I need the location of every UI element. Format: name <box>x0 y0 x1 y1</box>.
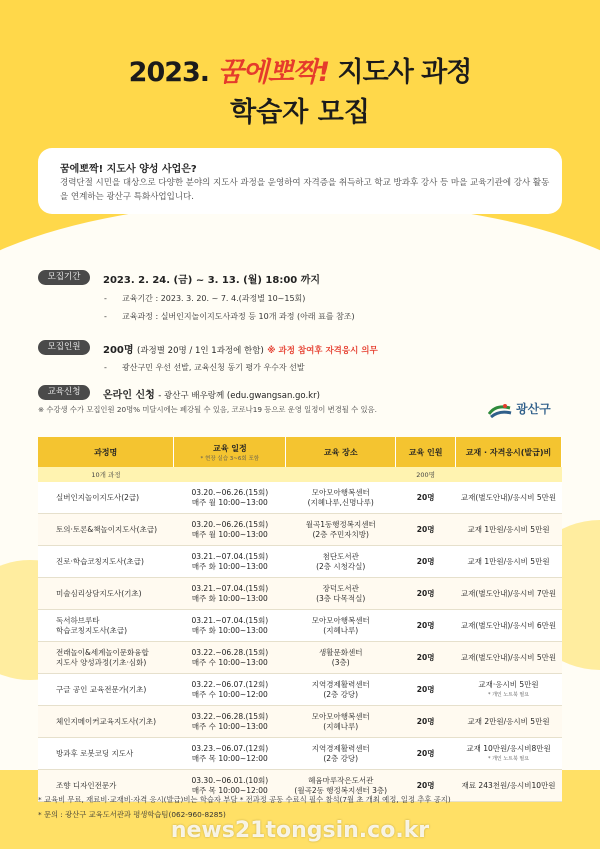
course-place <box>286 642 396 674</box>
course-fee-text: 교재 1만원/응시비 5만원 <box>467 524 550 534</box>
course-schedule <box>174 674 286 706</box>
course-name-text: 토의·토론&책놀이지도사(초급) <box>56 524 158 534</box>
course-name <box>38 482 174 514</box>
course-name-text: 체인지메이커교육지도사(기초) <box>56 716 157 726</box>
course-fee-note: * 개인 노트북 필요 <box>488 691 530 698</box>
course-place <box>286 482 396 514</box>
period-sub2: - 교육과정 : 실버인지놀이지도사과정 등 10개 과정 (아래 표를 참조) <box>104 312 355 321</box>
course-date: 03.23.~06.07.(12회) <box>191 743 269 753</box>
course-date: 03.30.~06.01.(10회) <box>191 775 269 785</box>
course-place <box>286 578 396 610</box>
course-fee <box>456 514 562 546</box>
course-count: 20명 <box>396 642 456 674</box>
course-time: 매주 화 10:00~13:00 <box>191 561 268 571</box>
course-place <box>286 546 396 578</box>
course-schedule <box>174 738 286 770</box>
title-rest: 지도사 과정 <box>337 57 472 88</box>
course-name <box>38 642 174 674</box>
th-schedule-note: * 현장 실습 3~6회 포함 <box>200 455 260 462</box>
course-count: 20명 <box>396 578 456 610</box>
table-row <box>38 546 562 578</box>
course-count: 20명 <box>396 706 456 738</box>
course-place-name: 모아모아행복센터 <box>311 615 370 625</box>
course-count: 20명 <box>396 738 456 770</box>
course-name-text: 전래놀이&세계놀이문화융합 지도사 양성과정(기초·심화) <box>56 647 149 667</box>
course-name-text: 진로·학습코칭지도사(초급) <box>56 556 144 566</box>
course-fee-text: 교재(별도안내)/응시비 5만원 <box>460 492 557 502</box>
course-date: 03.22.~06.07.(12회) <box>191 679 269 689</box>
course-fee <box>456 770 562 802</box>
course-place-name: 모아모아행복센터 <box>311 711 370 721</box>
count-sub1-text: 광산구민 우선 선발, 교육신청 동기 평가 우수자 선발 <box>122 363 305 372</box>
course-fee-text: 교재(별도안내)/응시비 7만원 <box>460 588 557 598</box>
course-date: 03.22.~06.28.(15회) <box>191 711 269 721</box>
count-main <box>103 341 378 356</box>
course-name-text: 실버인지놀이지도사(2급) <box>56 492 140 502</box>
course-date: 03.21.~07.04.(15회) <box>191 583 269 593</box>
course-date: 03.20.~06.26.(15회) <box>191 519 269 529</box>
course-count: 20명 <box>396 482 456 514</box>
course-name <box>38 706 174 738</box>
course-name-text: 미술심리상담지도사(기초) <box>56 588 142 598</box>
table-row <box>38 610 562 642</box>
course-place-name: 월곡1동행정복지센터 <box>305 519 376 529</box>
intro-box <box>38 148 562 214</box>
course-place-detail: (지혜나루) <box>323 721 359 731</box>
table-summary-row <box>38 467 562 482</box>
course-date: 03.21.~07.04.(15회) <box>191 551 269 561</box>
course-time: 매주 화 10:00~13:00 <box>191 593 268 603</box>
period-main: 2023. 2. 24. (금) ~ 3. 13. (월) 18:00 까지 <box>103 275 321 286</box>
label-period: 모집기간 <box>38 270 90 285</box>
title-year: 2023. <box>128 57 210 88</box>
gwangsan-logo <box>488 398 558 422</box>
course-schedule <box>174 514 286 546</box>
course-place <box>286 674 396 706</box>
course-time: 매주 수 10:00~13:00 <box>191 721 268 731</box>
course-date: 03.22.~06.28.(15회) <box>191 647 269 657</box>
title-brand: 꿈에뽀짝! <box>217 57 330 88</box>
course-fee <box>456 738 562 770</box>
course-fee <box>456 642 562 674</box>
period-sub1: - 교육기간 : 2023. 3. 20. ~ 7. 4.(과정별 10~15회) <box>104 294 306 303</box>
poster-title <box>0 50 600 89</box>
count-main-value: 200명 <box>103 345 134 356</box>
course-name-text: 방과후 로봇코딩 지도사 <box>56 748 134 758</box>
course-place <box>286 514 396 546</box>
course-fee-text: 교재 2만원/응시비 5만원 <box>467 716 550 726</box>
th-place: 교육 장소 <box>286 437 396 467</box>
course-fee-text: 교재 10만원/응시비8만원 <box>466 743 551 753</box>
course-place-detail: (지혜나루) <box>323 625 359 635</box>
course-place-detail: (2층 주민자치방) <box>312 529 369 539</box>
course-place-detail: (2층 강당) <box>323 753 359 763</box>
period-sub1-text: 교육기간 : 2023. 3. 20. ~ 7. 4.(과정별 10~15회) <box>122 294 306 303</box>
course-time: 매주 수 10:00~13:00 <box>191 657 268 667</box>
course-count: 20명 <box>396 546 456 578</box>
course-fee-text: 교재·응시비 5만원 <box>478 679 539 689</box>
course-place-name: 지역경제활력센터 <box>311 743 370 753</box>
th-fee: 교재 · 자격응시(발급)비 <box>456 437 562 467</box>
watermark: news21tongsin.co.kr <box>170 818 430 843</box>
course-name <box>38 578 174 610</box>
course-time: 매주 화 10:00~13:00 <box>191 625 268 635</box>
course-schedule <box>174 610 286 642</box>
course-place <box>286 706 396 738</box>
course-place-name: 장덕도서관 <box>322 583 359 593</box>
course-fee-text: 재료 243천원/응시비10만원 <box>461 780 556 790</box>
course-fee <box>456 610 562 642</box>
table-row <box>38 738 562 770</box>
intro-body: 경력단절 시민을 대상으로 다양한 분야의 지도사 과정을 운영하여 자격증을 취득하고 학교 방과후 강사 등 마을 교육기관에 강사 활동을 연계하는 광산구 특화사업입니다. <box>60 178 550 202</box>
course-place-name: 혜윰마루작은도서관 <box>308 775 374 785</box>
course-fee-text: 교재(별도안내)/응시비 6만원 <box>460 620 557 630</box>
summary-count: 200명 <box>396 467 456 482</box>
table-row <box>38 578 562 610</box>
course-fee-note: * 개인 노트북 필요 <box>488 755 530 762</box>
apply-main-value: 온라인 신청 <box>103 390 155 401</box>
course-schedule <box>174 482 286 514</box>
course-name <box>38 674 174 706</box>
course-schedule <box>174 706 286 738</box>
course-schedule <box>174 642 286 674</box>
course-name <box>38 546 174 578</box>
table-row <box>38 674 562 706</box>
summary-name: 10개 과정 <box>38 467 174 482</box>
period-sub2-text: 교육과정 : 실버인지놀이지도사과정 등 10개 과정 (아래 표를 참조) <box>122 312 355 321</box>
course-place-name: 첨단도서관 <box>322 551 359 561</box>
course-place-detail: (3층 다목적실) <box>316 593 366 603</box>
course-name <box>38 738 174 770</box>
course-place-detail: (2층 시청각실) <box>316 561 366 571</box>
course-time: 매주 월 10:00~13:00 <box>191 497 268 507</box>
label-apply: 교육신청 <box>38 385 90 400</box>
course-time: 매주 목 10:00~12:00 <box>191 753 268 763</box>
table-row <box>38 482 562 514</box>
course-name-text: 구글 공인 교육전문가(기초) <box>56 684 147 694</box>
table-row <box>38 642 562 674</box>
course-count: 20명 <box>396 610 456 642</box>
course-place <box>286 738 396 770</box>
course-fee-text: 교재(별도안내)/응시비 5만원 <box>460 652 557 662</box>
course-schedule <box>174 546 286 578</box>
gwangsan-logo-text: 광산구 <box>516 402 551 416</box>
intro-heading: 꿈에뽀짝! 지도사 양성 사업은? <box>60 164 197 175</box>
course-table <box>38 437 562 802</box>
course-place-name: 모아모아행복센터 <box>311 487 370 497</box>
course-date: 03.20.~06.26.(15회) <box>191 487 269 497</box>
apply-main <box>103 386 320 401</box>
count-sub1: - 광산구민 우선 선발, 교육신청 동기 평가 우수자 선발 <box>104 363 305 372</box>
count-main-note: (과정별 20명 / 1인 1과정에 한함) <box>137 346 264 356</box>
course-fee <box>456 674 562 706</box>
table-row <box>38 706 562 738</box>
count-main-warning: ※ 과정 참여후 자격응시 의무 <box>267 346 378 356</box>
th-schedule <box>174 437 286 467</box>
course-place <box>286 610 396 642</box>
course-time: 매주 수 10:00~12:00 <box>191 689 268 699</box>
course-place-name: 생활문화센터 <box>318 647 363 657</box>
course-time: 매주 월 10:00~13:00 <box>191 529 268 539</box>
course-place-detail: (3층) <box>331 657 350 667</box>
course-place-detail: (월곡2동 행정복지센터 3층) <box>294 785 388 795</box>
course-name <box>38 610 174 642</box>
course-fee <box>456 482 562 514</box>
th-name: 과정명 <box>38 437 174 467</box>
course-fee-text: 교재 1만원/응시비 5만원 <box>467 556 550 566</box>
gwangsan-logo-icon <box>488 402 512 418</box>
course-time: 매주 목 10:00~12:00 <box>191 785 268 795</box>
footer-line2: * 문의 : 광산구 교육도서관과 평생학습팀(062-960-8285) <box>38 810 226 819</box>
course-count: 20명 <box>396 770 456 802</box>
th-schedule-label: 교육 일정 <box>212 443 247 453</box>
poster-subtitle: 학습자 모집 <box>230 97 370 128</box>
course-name-text: 독서하브루타 학습코칭지도사(초급) <box>56 615 128 635</box>
notice-text: ※ 수강생 수가 모집인원 20명% 미달시에는 폐강될 수 있음, 코로나19 등으로 운영 일정이 변경될 수 있음. <box>38 405 377 414</box>
course-count: 20명 <box>396 674 456 706</box>
course-place-name: 지역경제활력센터 <box>311 679 370 689</box>
course-place-detail: (2층 강당) <box>323 689 359 699</box>
course-schedule <box>174 578 286 610</box>
apply-main-url: - 광산구 배우랑께 (edu.gwangsan.go.kr) <box>158 391 320 401</box>
course-place-detail: (지혜나루,신명나루) <box>307 497 374 507</box>
course-count: 20명 <box>396 514 456 546</box>
table-header-row <box>38 437 562 467</box>
course-fee <box>456 578 562 610</box>
course-name <box>38 514 174 546</box>
course-date: 03.21.~07.04.(15회) <box>191 615 269 625</box>
label-count: 모집인원 <box>38 340 90 355</box>
footer-line1: * 교육비 무료, 재료비·교재비·자격 응시(발급)비는 학습자 부담 * 전과정 공동 수료식 필수 참석(7월 초 개최 예정, 일정 추후 공지) <box>38 795 451 804</box>
course-fee <box>456 546 562 578</box>
course-name-text: 조향 디자인전문가 <box>56 780 117 790</box>
th-count: 교육 인원 <box>396 437 456 467</box>
table-row <box>38 514 562 546</box>
course-fee <box>456 706 562 738</box>
